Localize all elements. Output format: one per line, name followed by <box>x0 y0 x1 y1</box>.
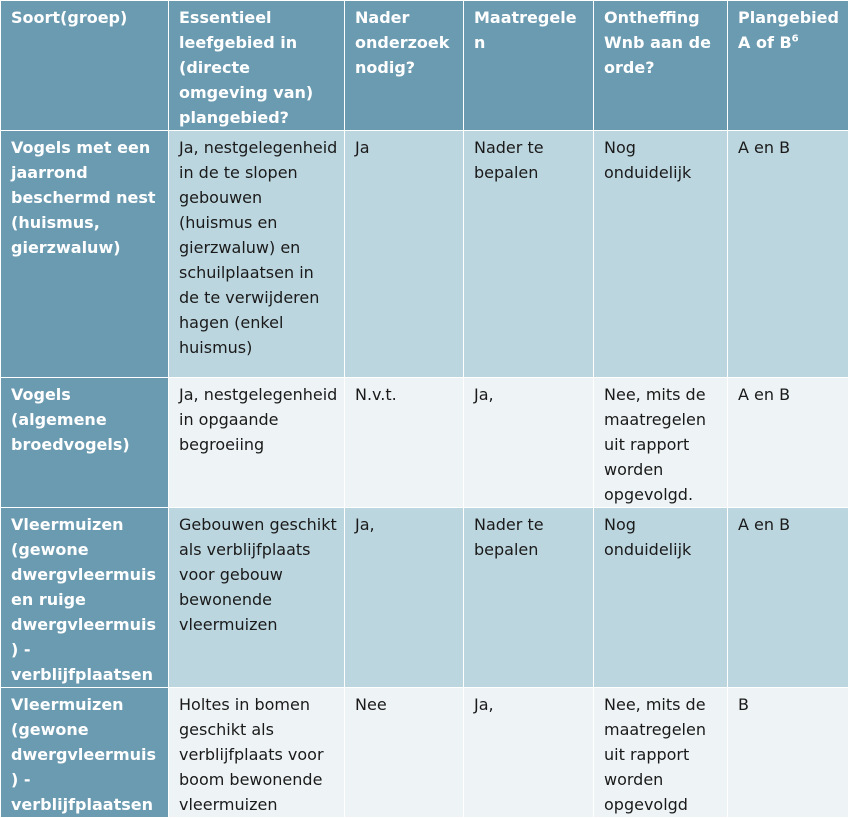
header-plangebied <box>728 1 848 131</box>
row-plangebied: B <box>728 688 848 818</box>
header-ontheffing: Ontheffing Wnb aan de orde? <box>594 1 728 131</box>
footnote-marker: 6 <box>792 34 799 45</box>
row-ontheffing: Nog onduidelijk <box>594 508 728 688</box>
row-soort: Vogels (algemene broedvogels) <box>1 378 169 508</box>
row-onderzoek: Nee <box>345 688 464 818</box>
header-plangebied-label: Plangebied A of B <box>738 8 839 52</box>
header-leefgebied: Essentieel leefgebied in (directe omgeving van) plangebied? <box>169 1 345 131</box>
row-maatregelen: Nader te bepalen <box>464 508 594 688</box>
row-onderzoek: N.v.t. <box>345 378 464 508</box>
row-leefgebied: Holtes in bomen geschikt als verblijfplaats voor boom bewonende vleermuizen <box>169 688 345 818</box>
row-plangebied: A en B <box>728 508 848 688</box>
table-row <box>1 508 848 688</box>
row-onderzoek: Ja, <box>345 508 464 688</box>
row-maatregelen: Nader te bepalen <box>464 131 594 378</box>
table-row <box>1 688 848 818</box>
row-ontheffing: Nee, mits de maatregelen uit rapport worden opgevolgd. <box>594 378 728 508</box>
row-plangebied: A en B <box>728 131 848 378</box>
row-leefgebied: Ja, nestgelegenheid in opgaande begroeiing <box>169 378 345 508</box>
row-plangebied: A en B <box>728 378 848 508</box>
row-soort: Vogels met een jaarrond beschermd nest (huismus, gierzwaluw) <box>1 131 169 378</box>
header-soort: Soort(groep) <box>1 1 169 131</box>
row-leefgebied: Gebouwen geschikt als verblijfplaats voor gebouw bewonende vleermuizen <box>169 508 345 688</box>
table-row <box>1 378 848 508</box>
row-leefgebied: Ja, nestgelegenheid in de te slopen gebouwen (huismus en gierzwaluw) en schuilplaatsen in de te verwijderen hagen (enkel huismus) <box>169 131 345 378</box>
header-maatregelen: Maatregelen <box>464 1 594 131</box>
row-soort: Vleermuizen (gewone dwergvleermuis en ruige dwergvleermuis) - verblijfplaatsen <box>1 508 169 688</box>
row-ontheffing: Nee, mits de maatregelen uit rapport worden opgevolgd <box>594 688 728 818</box>
table-header-row <box>1 1 848 131</box>
row-ontheffing: Nog onduidelijk <box>594 131 728 378</box>
header-onderzoek: Nader onderzoek nodig? <box>345 1 464 131</box>
row-maatregelen: Ja, <box>464 378 594 508</box>
table-row <box>1 131 848 378</box>
row-soort: Vleermuizen (gewone dwergvleermuis) - verblijfplaatsen <box>1 688 169 818</box>
row-maatregelen: Ja, <box>464 688 594 818</box>
row-onderzoek: Ja <box>345 131 464 378</box>
